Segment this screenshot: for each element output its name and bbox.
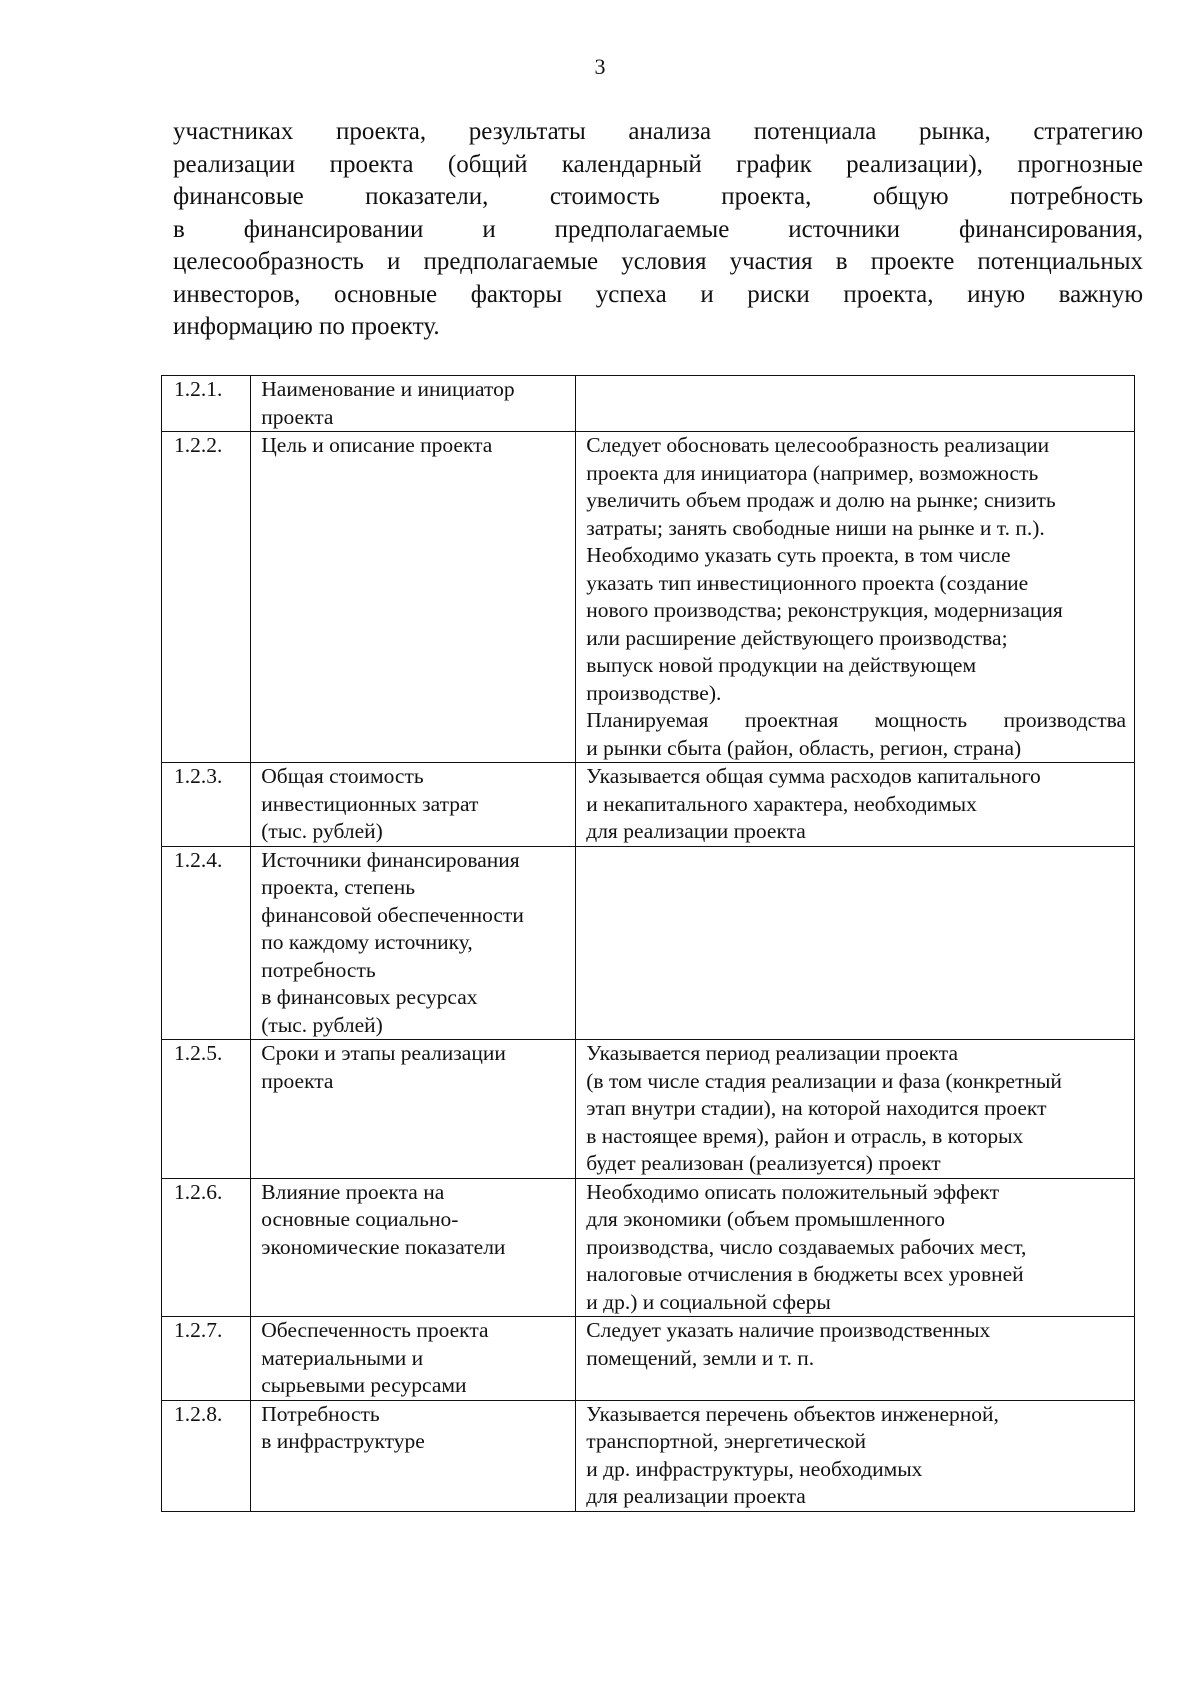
row-title-line: Сроки и этапы реализации	[261, 1041, 506, 1065]
intro-line: финансовые показатели, стоимость проекта, общую потребность	[173, 183, 1143, 210]
row-description-line: указать тип инвестиционного проекта (создание	[586, 570, 1029, 595]
project-info-table	[161, 375, 1135, 1512]
row-number: 1.2.1.	[162, 376, 251, 432]
row-description-line: (в том числе стадия реализации и фаза (конкретный	[586, 1068, 1062, 1093]
row-description-line: будет реализован (реализуется) проект	[586, 1151, 941, 1175]
row-title-line: основные социально-	[261, 1207, 459, 1231]
row-title-line: по каждому источнику,	[261, 930, 473, 954]
row-title	[251, 1040, 576, 1179]
row-description-line: в настоящее время), район и отрасль, в которых	[586, 1123, 1024, 1148]
row-title-line: Потребность	[261, 1401, 380, 1426]
row-description-line: Необходимо описать положительный эффект	[586, 1179, 1000, 1204]
row-title-line: материальными и	[261, 1345, 424, 1370]
page-number: 3	[594, 54, 606, 79]
row-description-line: этап внутри стадии), на которой находится проект	[586, 1096, 1047, 1120]
row-number: 1.2.8.	[162, 1400, 251, 1511]
row-title	[251, 763, 576, 847]
row-description-line: транспортной, энергетической	[586, 1429, 866, 1453]
row-description-line: Следует указать наличие производственных	[586, 1318, 991, 1342]
row-number: 1.2.3.	[162, 763, 251, 847]
row-description-line: Указывается общая сумма расходов капитального	[586, 764, 1041, 788]
row-title-line: Наименование и инициатор	[261, 377, 515, 401]
row-description-line: Планируемая проектная мощность производства	[586, 708, 1126, 732]
row-description-line: налоговые отчисления в бюджеты всех уровней	[586, 1262, 1024, 1286]
row-description-line: или расширение действующего производства;	[586, 625, 1008, 650]
row-description	[576, 1040, 1135, 1179]
table-row	[162, 1400, 1135, 1511]
row-title	[251, 1317, 576, 1401]
row-description-line: производства, число создаваемых рабочих мест,	[586, 1234, 1027, 1259]
row-description-line: производстве).	[586, 680, 722, 705]
row-description-line: и рынки сбыта (район, область, регион, страна)	[586, 735, 1022, 760]
intro-line: реализации проекта (общий календарный график реализации), прогнозные	[173, 150, 1143, 178]
row-title-line: в инфраструктуре	[261, 1429, 425, 1453]
row-description-line: Необходимо указать суть проекта, в том числе	[586, 543, 1011, 567]
row-number: 1.2.5.	[162, 1040, 251, 1179]
row-description-line: выпуск новой продукции на действующем	[586, 653, 977, 677]
row-description-line: и др.) и социальной сферы	[586, 1289, 831, 1314]
row-description-line: и др. инфраструктуры, необходимых	[586, 1456, 923, 1481]
intro-line: целесообразность и предполагаемые условия участия в проекте потенциальных	[173, 248, 1143, 275]
row-title-line: проекта	[261, 404, 334, 429]
row-description-line: нового производства; реконструкция, модернизация	[586, 598, 1063, 622]
table-row	[162, 376, 1135, 432]
intro-paragraph	[173, 116, 1143, 344]
row-title-line: сырьевыми ресурсами	[261, 1373, 467, 1397]
row-title-line: Цель и описание проекта	[261, 433, 493, 457]
intro-line: в финансировании и предполагаемые источники финансирования,	[173, 215, 1143, 243]
row-title-line: Обеспеченность проекта	[261, 1318, 489, 1342]
table-row	[162, 1178, 1135, 1317]
row-title-line: Источники финансирования	[261, 847, 520, 872]
row-description-line: Указывается период реализации проекта	[586, 1041, 958, 1065]
row-description-line: затраты; занять свободные ниши на рынке и т. п.).	[586, 515, 1045, 540]
row-description-line: увеличить объем продаж и долю на рынке; снизить	[586, 488, 1056, 512]
table-row	[162, 763, 1135, 847]
row-title-line: в финансовых ресурсах	[261, 985, 478, 1009]
row-description	[576, 376, 1135, 432]
row-description-line: проекта для инициатора (например, возможность	[586, 460, 1039, 485]
table-row	[162, 1317, 1135, 1401]
table-row	[162, 1040, 1135, 1179]
intro-line: участниках проекта, результаты анализа потенциала рынка, стратегию	[173, 118, 1143, 145]
row-title	[251, 432, 576, 763]
row-description-line: для реализации проекта	[586, 819, 806, 843]
row-title-line: потребность	[261, 957, 376, 982]
row-description-line: Указывается перечень объектов инженерной,	[586, 1401, 999, 1426]
row-title-line: проекта, степень	[261, 875, 416, 899]
row-description-line: помещений, земли и т. п.	[586, 1345, 815, 1370]
row-number: 1.2.2.	[162, 432, 251, 763]
row-title	[251, 1178, 576, 1317]
row-description	[576, 846, 1135, 1040]
table-row	[162, 432, 1135, 763]
row-title-line: (тыс. рублей)	[261, 1012, 383, 1037]
row-description-line: и некапитального характера, необходимых	[586, 791, 977, 816]
row-description	[576, 1178, 1135, 1317]
row-title-line: Общая стоимость	[261, 764, 424, 788]
row-description-line: Следует обосновать целесообразность реализации	[586, 433, 1050, 457]
row-description	[576, 763, 1135, 847]
row-description	[576, 1317, 1135, 1401]
row-description	[576, 1400, 1135, 1511]
intro-line: инвесторов, основные факторы успеха и риски проекта, иную важную	[173, 280, 1143, 308]
row-title-line: (тыс. рублей)	[261, 819, 383, 843]
row-description	[576, 432, 1135, 763]
intro-line: информацию по проекту.	[173, 313, 440, 340]
row-number: 1.2.6.	[162, 1178, 251, 1317]
row-title	[251, 1400, 576, 1511]
row-description-line: для реализации проекта	[586, 1484, 806, 1508]
row-number: 1.2.7.	[162, 1317, 251, 1401]
row-title-line: проекта	[261, 1068, 334, 1093]
row-number: 1.2.4.	[162, 846, 251, 1040]
table-row	[162, 846, 1135, 1040]
row-title-line: экономические показатели	[261, 1234, 506, 1259]
row-description-line: для экономики (объем промышленного	[586, 1207, 946, 1231]
row-title-line: инвестиционных затрат	[261, 791, 479, 816]
row-title	[251, 846, 576, 1040]
row-title-line: финансовой обеспеченности	[261, 902, 524, 927]
row-title-line: Влияние проекта на	[261, 1179, 445, 1204]
row-title	[251, 376, 576, 432]
